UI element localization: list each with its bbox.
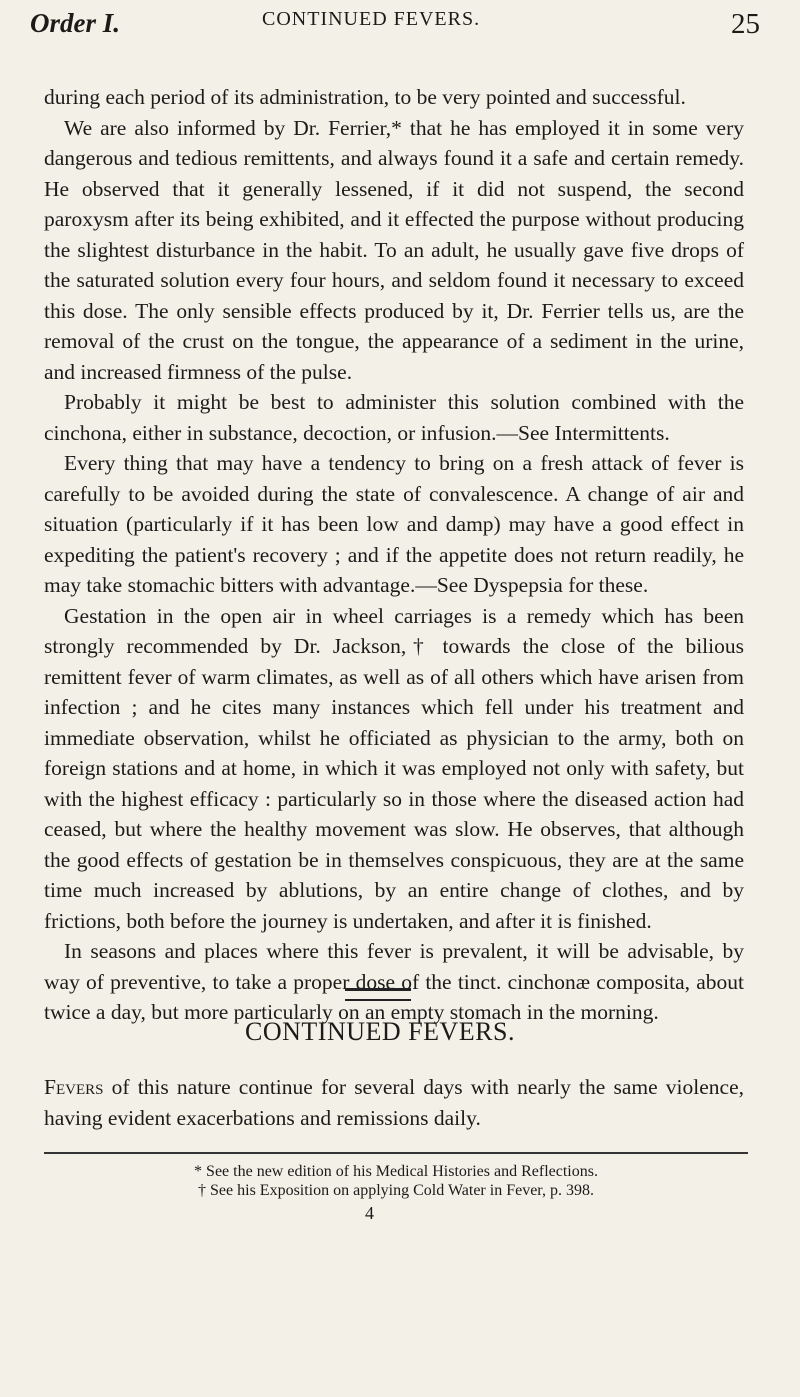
footnote-rule xyxy=(44,1152,748,1154)
signature-mark: 4 xyxy=(365,1203,374,1223)
section-ornament xyxy=(345,988,411,1001)
section-lead-word: Fevers xyxy=(44,1075,104,1099)
section-body xyxy=(44,1072,744,1133)
section-heading: CONTINUED FEVERS. xyxy=(245,1017,515,1046)
running-head xyxy=(30,4,760,44)
paragraph-cinchona: Probably it might be best to administer this solution combined with the cinchona, either in substance, decoction, or infusion.—See Intermittents. xyxy=(44,390,744,445)
page-number: 25 xyxy=(731,8,760,40)
paragraph-convalescence: Every thing that may have a tendency to bring on a fresh attack of fever is carefully to be avoided during the state of convalescence. A change of air and situation (particularly if it has been low and damp) may have a good effect in expediting the patient's recovery ; and if the appetite does not return readily, he may take stomachic bitters with advantage.—See Dyspepsia for these. xyxy=(44,451,744,597)
footnote-1: * See the new edition of his Medical Histories and Reflections. xyxy=(194,1163,598,1180)
section-paragraph xyxy=(44,1072,744,1133)
body-text xyxy=(44,82,744,1028)
section-text: of this nature continue for several days with nearly the same violence, having evident exacerbations and remissions daily. xyxy=(44,1075,744,1130)
paragraph-continuation: during each period of its administration, to be very pointed and successful. xyxy=(44,85,686,109)
paragraph-preventive: In seasons and places where this fever is prevalent, it will be advisable, by way of preventive, to take a proper dose of the tinct. cinchonæ composita, about twice a day, but more particularly on an empty stomach in the morning. xyxy=(44,939,744,1024)
running-head-title: CONTINUED FEVERS. xyxy=(262,8,481,30)
paragraph-gestation: Gestation in the open air in wheel carriages is a remedy which has been strongly recommended by Dr. Jackson,† towards the close of the bilious remittent fever of warm climates, as well as of all others which have arisen from infection ; and he cites many instances which fell under his treatment and immediate observation, whilst he officiated as physician to the army, both on foreign stations and at home, in which it was employed not only with safety, but with the highest efficacy : particularly so in those where the diseased action had ceased, but where the healthy movement was slow. He observes, that although the good effects of gestation be in themselves conspicuous, they are at the same time much increased by ablutions, by an entire change of clothes, and by frictions, both before the journey is undertaken, and after it is finished. xyxy=(44,603,744,933)
paragraph-ferrier: We are also informed by Dr. Ferrier,* that he has employed it in some very dangerous and tedious remittents, and always found it a safe and certain remedy. He observed that it generally lessened, if it did not suspend, the second paroxysm after its being exhibited, and it effected the purpose without producing the slightest disturbance in the habit. To an adult, he usually gave five drops of the saturated solution every four hours, and seldom found it necessary to exceed this dose. The only sensible effects produced by it, Dr. Ferrier tells us, are the removal of the crust on the tongue, the appearance of a sediment in the urine, and increased firmness of the pulse. xyxy=(44,115,744,384)
footnote-2: † See his Exposition on applying Cold Water in Fever, p. 398. xyxy=(198,1182,594,1199)
running-head-order: Order I. xyxy=(30,8,121,38)
footnotes xyxy=(44,1162,748,1200)
